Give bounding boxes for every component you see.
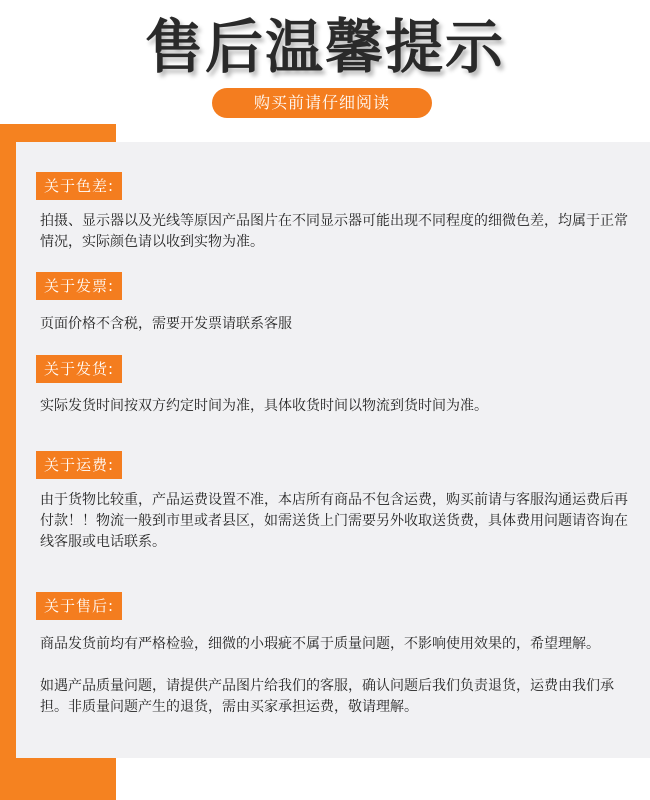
section-text-after-sales-1: 商品发货前均有严格检验，细微的小瑕疵不属于质量问题，不影响使用效果的，希望理解。	[40, 636, 600, 652]
section-tag-shipping: 关于发货:	[36, 355, 122, 383]
section-text-color-difference: 拍摄、显示器以及光线等原因产品图片在不同显示器可能出现不同程度的细微色差，均属于正常情况，实际颜色请以收到实物为准。	[40, 213, 628, 250]
section-text-after-sales-2: 如遇产品质量问题，请提供产品图片给我们的客服，确认问题后我们负责退货，运费由我们承担。非质量问题产生的退货，需由买家承担运费，敬请理解。	[40, 678, 614, 715]
page-title: 售后温馨提示	[144, 13, 505, 81]
section-text-invoice: 页面价格不含税，需要开发票请联系客服	[40, 316, 292, 332]
section-tag-after-sales: 关于售后:	[36, 592, 122, 620]
section-tag-freight: 关于运费:	[36, 451, 122, 479]
section-tag-color-difference: 关于色差:	[36, 172, 122, 200]
section-text-shipping: 实际发货时间按双方约定时间为准，具体收货时间以物流到货时间为准。	[40, 398, 488, 414]
subtitle-badge: 购买前请仔细阅读	[212, 88, 432, 118]
section-tag-invoice: 关于发票:	[36, 272, 122, 300]
section-text-freight: 由于货物比较重，产品运费设置不准，本店所有商品不包含运费，购买前请与客服沟通运费后再付款！！物流一般到市里或者县区，如需送货上门需要另外收取送货费，具体费用问题请咨询在线客服或电话联系。	[40, 492, 628, 550]
